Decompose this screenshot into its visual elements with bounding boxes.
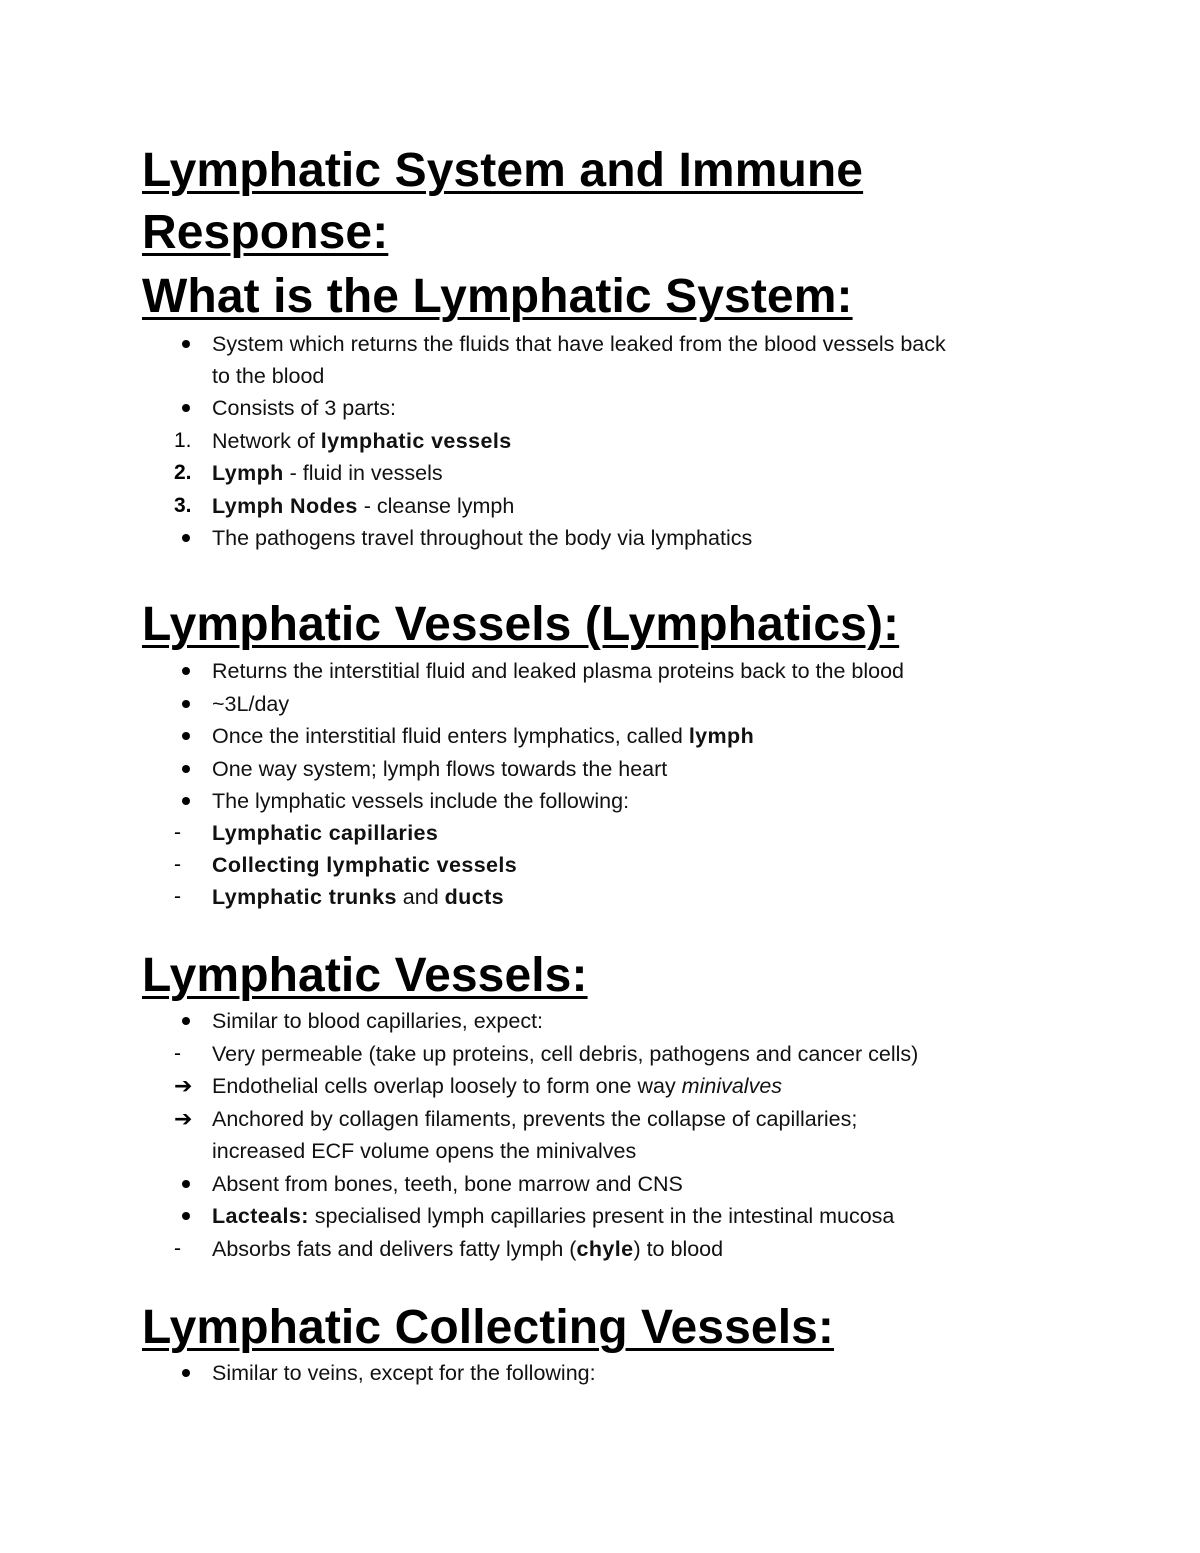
list-number: 1. (174, 429, 192, 452)
section-heading-collecting-vessels: Lymphatic Collecting Vessels: (142, 1301, 835, 1354)
list-item (212, 720, 754, 752)
item-text: One way system; lymph flows towards the heart (212, 757, 668, 781)
item-text: to the blood (212, 364, 325, 388)
item-text: - cleanse lymph (357, 494, 515, 518)
item-text: - fluid in vessels (283, 461, 443, 485)
list-item (212, 688, 289, 720)
list-item (212, 328, 946, 360)
list-item (174, 1103, 858, 1135)
item-text: Anchored by collagen filaments, prevents the collapse of capillaries; (212, 1107, 858, 1131)
item-bold-term: lymphatic vessels (320, 429, 512, 453)
arrow-bullet-icon: ➔ (174, 1073, 193, 1098)
list-item (212, 1357, 596, 1389)
list-item (212, 1135, 636, 1167)
item-text: and (396, 885, 445, 909)
section-heading-what-is: What is the Lymphatic System: (142, 270, 853, 323)
list-item (212, 785, 629, 817)
dash-bullet: - (174, 821, 181, 844)
item-bold-term: Collecting lymphatic vessels (212, 853, 518, 877)
list-item (212, 522, 752, 554)
item-text: The lymphatic vessels include the following: (212, 789, 630, 813)
item-text: increased ECF volume opens the minivalves (212, 1139, 637, 1163)
item-text: Endothelial cells overlap loosely to form one way (212, 1074, 682, 1098)
list-item (212, 360, 324, 392)
list-item (174, 881, 504, 913)
list-item (212, 1005, 543, 1037)
dash-bullet: - (174, 853, 181, 876)
item-text: Once the interstitial fluid enters lymphatics, called (212, 724, 689, 748)
list-item (174, 457, 443, 489)
page-title-line-2: Response: (142, 206, 389, 259)
list-item (174, 490, 515, 522)
item-bold-term: chyle (576, 1237, 634, 1261)
item-text: specialised lymph capillaries present in the intestinal mucosa (308, 1204, 895, 1228)
list-item (174, 1070, 783, 1102)
list-item (174, 425, 512, 457)
list-number: 3. (174, 494, 192, 517)
list-item (174, 817, 439, 849)
item-bold-term: Lymphatic capillaries (212, 821, 439, 845)
item-text: Network of (212, 429, 321, 453)
page-title-line-1: Lymphatic System and Immune (142, 144, 864, 197)
item-text: Similar to blood capillaries, expect: (212, 1009, 544, 1033)
item-bold-term: Lymph (212, 461, 284, 485)
item-text: Very permeable (take up proteins, cell debris, pathogens and cancer cells) (212, 1042, 919, 1066)
item-text: Returns the interstitial fluid and leaked plasma proteins back to the blood (212, 659, 904, 683)
list-item (212, 1200, 894, 1232)
item-text: System which returns the fluids that have leaked from the blood vessels back (212, 332, 946, 356)
item-text: Consists of 3 parts: (212, 396, 397, 420)
list-item (212, 1168, 683, 1200)
item-bold-term: Lacteals: (212, 1204, 309, 1228)
item-text: Absorbs fats and delivers fatty lymph ( (212, 1237, 577, 1261)
arrow-bullet-icon: ➔ (174, 1106, 193, 1131)
list-item (212, 392, 396, 424)
dash-bullet: - (174, 1237, 181, 1260)
item-italic-term: minivalves (681, 1074, 783, 1098)
dash-bullet: - (174, 1042, 181, 1065)
item-bold-term: Lymphatic trunks (212, 885, 397, 909)
dash-bullet: - (174, 885, 181, 908)
item-text: ~3L/day (212, 692, 290, 716)
section-heading-lymphatic-vessels-lymphatics: Lymphatic Vessels (Lymphatics): (142, 598, 900, 651)
list-item (212, 655, 904, 687)
list-number: 2. (174, 461, 192, 484)
list-item (174, 1233, 724, 1265)
list-item (212, 753, 667, 785)
item-text: Absent from bones, teeth, bone marrow and CNS (212, 1172, 683, 1196)
item-text: Similar to veins, except for the following: (212, 1361, 596, 1385)
item-text: ) to blood (633, 1237, 724, 1261)
item-bold-term: ducts (444, 885, 504, 909)
item-text: The pathogens travel throughout the body via lymphatics (212, 526, 753, 550)
section-heading-lymphatic-vessels: Lymphatic Vessels: (142, 949, 588, 1002)
item-bold-term: Lymph Nodes (212, 494, 358, 518)
item-bold-term: lymph (688, 724, 755, 748)
list-item (174, 849, 518, 881)
list-item (174, 1038, 919, 1070)
